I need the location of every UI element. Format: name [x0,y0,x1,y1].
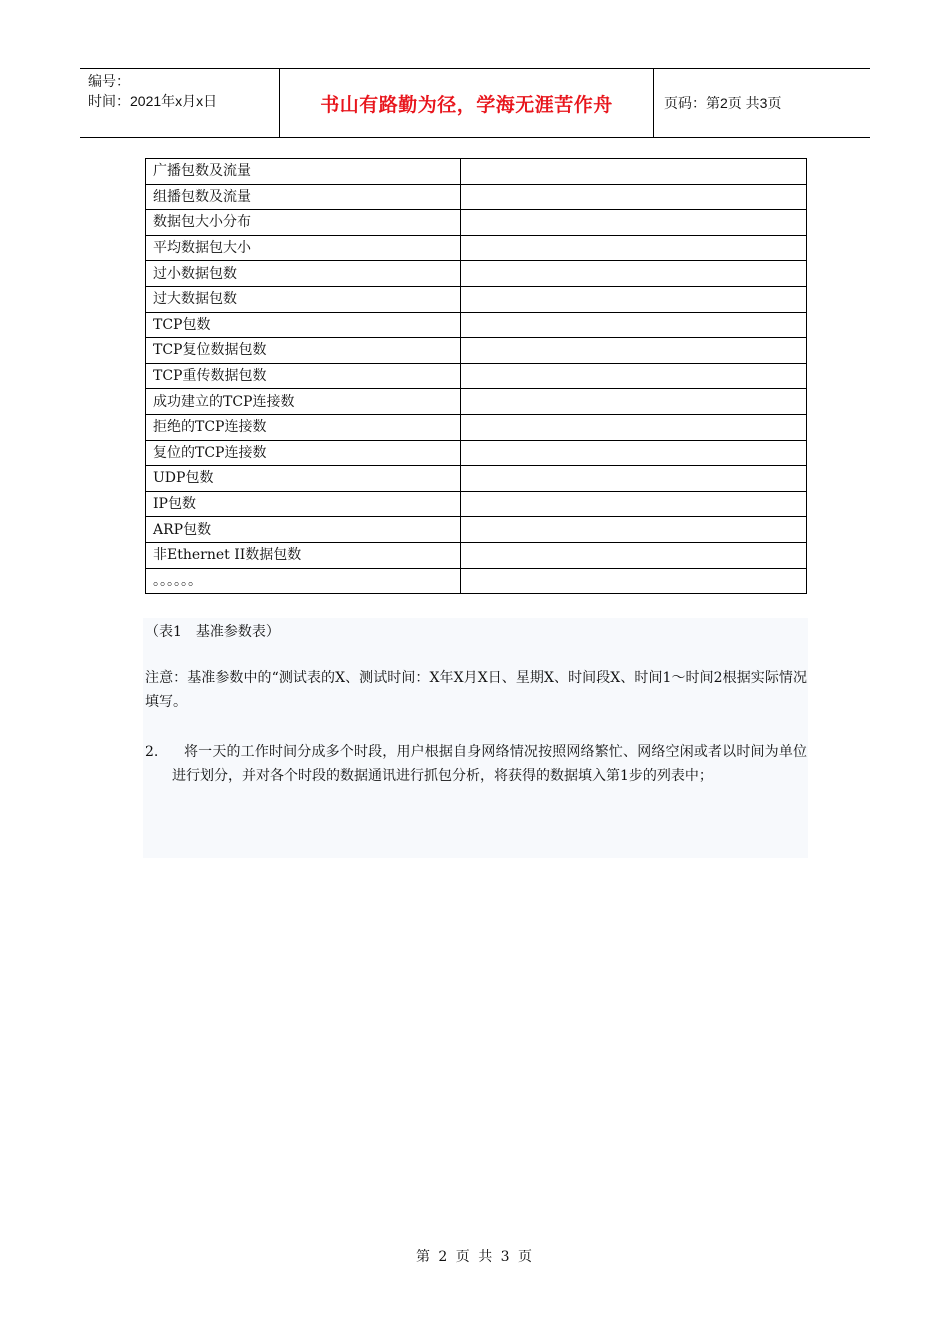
parameter-name-cell: 。。。。。。 [146,568,461,594]
parameter-name-cell: IP包数 [146,491,461,517]
parameter-value-cell [461,235,807,261]
header-meta [80,69,280,137]
parameter-name-cell: 广播包数及流量 [146,159,461,185]
header-page-code-cell [654,69,870,137]
parameter-name-cell: TCP复位数据包数 [146,338,461,364]
step-text [172,740,807,788]
table-row [146,159,807,185]
table-row [146,491,807,517]
table-row [146,261,807,287]
parameter-value-cell [461,440,807,466]
table-caption: （表1 基准参数表） [145,624,280,640]
parameter-value-cell [461,338,807,364]
parameter-name-cell: TCP重传数据包数 [146,363,461,389]
parameter-value-cell [461,517,807,543]
parameter-name-cell: TCP包数 [146,312,461,338]
table-row [146,414,807,440]
parameter-value-cell [461,466,807,492]
note-paragraph: 注意：基准参数中的“测试表的X、测试时间：X年X月X日、星期X、时间段X、时间1～时间2根据实际情况填写。 [145,670,807,710]
parameter-name-cell: 平均数据包大小 [146,235,461,261]
header-motto-cell [280,69,654,137]
parameter-name-cell: 过大数据包数 [146,286,461,312]
page-header [80,68,870,138]
parameter-name-cell: 复位的TCP连接数 [146,440,461,466]
parameter-name-cell: ARP包数 [146,517,461,543]
parameter-value-cell [461,312,807,338]
table-row [146,466,807,492]
parameter-value-cell [461,261,807,287]
shaded-block [143,618,808,858]
time-label: 时间：2021年x月x日 [88,93,218,109]
table-row [146,363,807,389]
parameter-value-cell [461,389,807,415]
parameter-value-cell [461,159,807,185]
step-number: 2. [145,744,159,760]
parameter-name-cell: 过小数据包数 [146,261,461,287]
parameter-value-cell [461,184,807,210]
parameter-name-cell: 组播包数及流量 [146,184,461,210]
parameter-table [145,158,807,594]
parameter-name-cell: UDP包数 [146,466,461,492]
parameter-value-cell [461,286,807,312]
table-row [146,312,807,338]
table-row [146,210,807,236]
table-row [146,286,807,312]
parameter-name-cell: 拒绝的TCP连接数 [146,414,461,440]
step-text-content: 将一天的工作时间分成多个时段，用户根据自身网络情况按照网络繁忙、网络空闲或者以时间为单位进行划分，并对各个时段的数据通讯进行抓包分析，将获得的数据填入第1步的列表中； [172,744,807,784]
table-row [146,517,807,543]
parameter-value-cell [461,363,807,389]
parameter-name-cell: 非Ethernet II数据包数 [146,542,461,568]
table-row [146,184,807,210]
parameter-value-cell [461,491,807,517]
parameter-value-cell [461,542,807,568]
parameter-name-cell: 数据包大小分布 [146,210,461,236]
parameter-name-cell: 成功建立的TCP连接数 [146,389,461,415]
parameter-value-cell [461,568,807,594]
page-code: 页码：第2页 共3页 [664,95,782,111]
parameter-value-cell [461,414,807,440]
table-row [146,338,807,364]
step-2 [145,740,807,788]
parameter-value-cell [461,210,807,236]
number-label: 编号： [88,73,130,89]
table-row [146,568,807,594]
table-row [146,235,807,261]
motto: 书山有路勤为径，学海无涯苦作舟 [320,94,613,116]
page-footer: 第 2 页 共 3 页 [415,1249,535,1265]
table-row [146,389,807,415]
table-row [146,440,807,466]
table-row [146,542,807,568]
